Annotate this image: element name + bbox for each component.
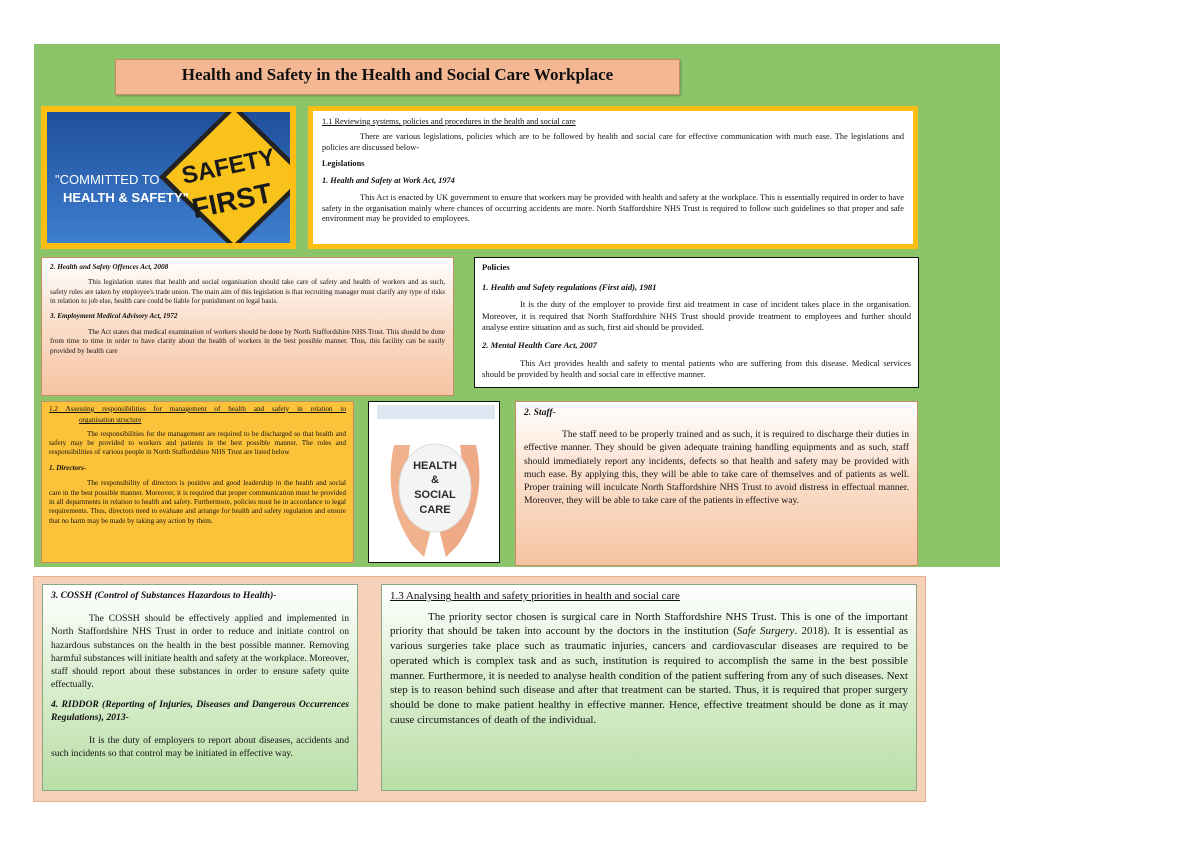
legislations-label: Legislations bbox=[322, 159, 365, 169]
act3-title: 3. Employment Medical Advisory Act, 1972 bbox=[50, 312, 178, 321]
committed-line-2: HEALTH & SAFETY" bbox=[63, 190, 189, 205]
riddor-title: 4. RIDDOR (Reporting of Injuries, Diseases and Dangerous Occurrences Regulations), 2013- bbox=[51, 698, 349, 723]
act3-text: The Act states that medical examination of workers should be done by North Staffordshire NHS Trust. This should be done from time to time in order to have clarity about the health of workers in the best possible manner. Thus, this facility can be easily provided by health care bbox=[50, 327, 445, 355]
safety-sign-graphic bbox=[47, 112, 290, 243]
policies-box bbox=[474, 257, 919, 388]
riddor-text: It is the duty of employers to report about diseases, accidents and such incidents so that control may be initiated in effective way. bbox=[51, 735, 349, 760]
cossh-box bbox=[42, 584, 358, 791]
act2-text: This legislation states that health and social organisation should take care of safety and health of workers and as such, safety rules are taken by employee's trade union. The main aim of this legislation is that recruiting manager must clarify any type of risks in relation to job else, health care could be liable for punishment on legal basis. bbox=[50, 278, 445, 306]
policy1-title: 1. Health and Safety regulations (First aid), 1981 bbox=[482, 281, 657, 292]
section-1-3-heading: 1.3 Analysing health and safety priorities in health and social care bbox=[390, 590, 680, 602]
act1-text: This Act is enacted by UK government to ensure that workers may be provided with health and safety at the workplace. This is essentially required in order to have safety in the organisation mainly where chances of occurring accidents are more. North Staffordshire NHS Trust is required to follow such guidelines so that proper and safe environment may be provided to employees. bbox=[322, 192, 904, 224]
hsc-line-4: CARE bbox=[419, 504, 451, 516]
section-1-1-intro: There are various legislations, policies which are to be followed by health and social care for effective communication with much ease. The legislations and policies are discussed below- bbox=[322, 131, 904, 152]
staff-text: The staff need to be properly trained and as such, it is required to discharge their duties in effective manner. They should be given adequate training handling equipments and as such, staff should immediately report any incidents, defects so that health and safety may be provided with much ease. By applying this, they will be able to take care of themselves and of patients as well. Proper training will inculcate North Staffordshire NHS Trust to avoid distress in effectual manner. Moreover, they will be able to take care of the patients in effective way. bbox=[524, 429, 909, 507]
committed-line-1: "COMMITTED TO bbox=[55, 172, 160, 187]
cossh-title: 3. COSSH (Control of Substances Hazardous to Health)- bbox=[51, 590, 277, 601]
staff-box bbox=[515, 401, 918, 566]
safe-surgery-citation: Safe Surgery bbox=[736, 625, 795, 638]
cossh-text: The COSSH should be effectively applied and implemented in North Staffordshire NHS Trust in order to reduce and initiate control on hazardous substances on the health in the best possible manner. Removing harmful substances will initiate health and safety at the workplace. Moreover, staff should report about these substances in order to ensure safety quite effectually. bbox=[51, 613, 349, 691]
hsc-line-3: SOCIAL bbox=[414, 489, 456, 501]
section-1-3-text-before: The priority sector chosen is surgical care in North Staffordshire NHS Trust. This is one of the important priority that should be taken into account by the doctors in the institution ( bbox=[390, 610, 908, 638]
section-1-1-heading: 1.1 Reviewing systems, policies and procedures in the health and social care bbox=[322, 117, 576, 126]
safety-first-image-frame bbox=[41, 106, 296, 249]
staff-title: 2. Staff- bbox=[524, 407, 556, 418]
health-social-care-image-frame bbox=[368, 401, 500, 563]
act2-title: 2. Health and Safety Offences Act, 2008 bbox=[50, 263, 169, 271]
health-social-care-image bbox=[372, 405, 496, 559]
section-1-3-box bbox=[381, 584, 917, 791]
section-1-2-box bbox=[41, 401, 354, 563]
directors-title: 1. Directors- bbox=[49, 463, 87, 472]
sign-line-1: SAFETY bbox=[179, 143, 278, 190]
section-1-3-text bbox=[390, 610, 908, 728]
hands-globe-graphic bbox=[372, 405, 496, 559]
policy1-text: It is the duty of the employer to provide first aid treatment in case of incident takes place in the organisation. Moreover, it is required that North Staffordshire NHS Trust should provide treatment to employees and further should analyse entire situation and as such, first aid should be provided. bbox=[482, 299, 911, 333]
act1-title: 1. Health and Safety at Work Act, 1974 bbox=[322, 176, 455, 186]
section-1-2-heading-line2: organisation structure bbox=[79, 416, 142, 425]
policies-label: Policies bbox=[482, 262, 510, 272]
hsc-line-1: HEALTH bbox=[413, 460, 457, 472]
safety-first-image bbox=[47, 112, 290, 243]
legislation-box bbox=[41, 257, 454, 396]
section-1-1-box bbox=[308, 106, 918, 249]
directors-text: The responsibility of directors is positive and good leadership in the health and social care in the best possible manner. Moreover, it is required that proper communication must be provided in all departments in relation to health and safety. Furthermore, policies must be in accordance to legal requirements. Thus, directors need to evaluate and arrange for health and safety regulation and ensure that no harm may be made by taking any action by them. bbox=[49, 479, 346, 525]
sign-line-2: FIRST bbox=[189, 177, 275, 225]
hsc-line-2: & bbox=[431, 474, 439, 486]
section-1-3-text-after: . 2018). It is essential as various surgeries take place such as traumatic injuries, cancers and cardiovascular diseases are required to be operated which is complex task and as such, institution is required to accomplish the same in the best possible manner. Furthermore, it is needed to analyse health condition of the patient suffering from any of such diseases. Next step is to reason behind such disease and after that treatment can be started. Thus, it is required that proper surgery should be done to make patient healthy in effective manner. Hence, effective treatment should be done as it may cause circumstances of death of the individual. bbox=[390, 625, 908, 726]
policy2-text: This Act provides health and safety to mental patients who are suffering from this disease. Medical services should be provided by health and social care in effective manner. bbox=[482, 357, 911, 380]
section-1-2-intro: The responsibilities for the management are required to be discharged so that health and safety may be provided to workers and patients in the best possible manner. The roles and responsibilities of various people in North Staffordshire NHS Trust are listed below bbox=[49, 429, 346, 457]
policy2-title: 2. Mental Health Care Act, 2007 bbox=[482, 339, 597, 350]
section-1-2-heading-line1: 1.2 Assessing responsibilities for management of health and safety in relation to bbox=[49, 405, 346, 413]
page-title: Health and Safety in the Health and Social Care Workplace bbox=[115, 59, 680, 95]
